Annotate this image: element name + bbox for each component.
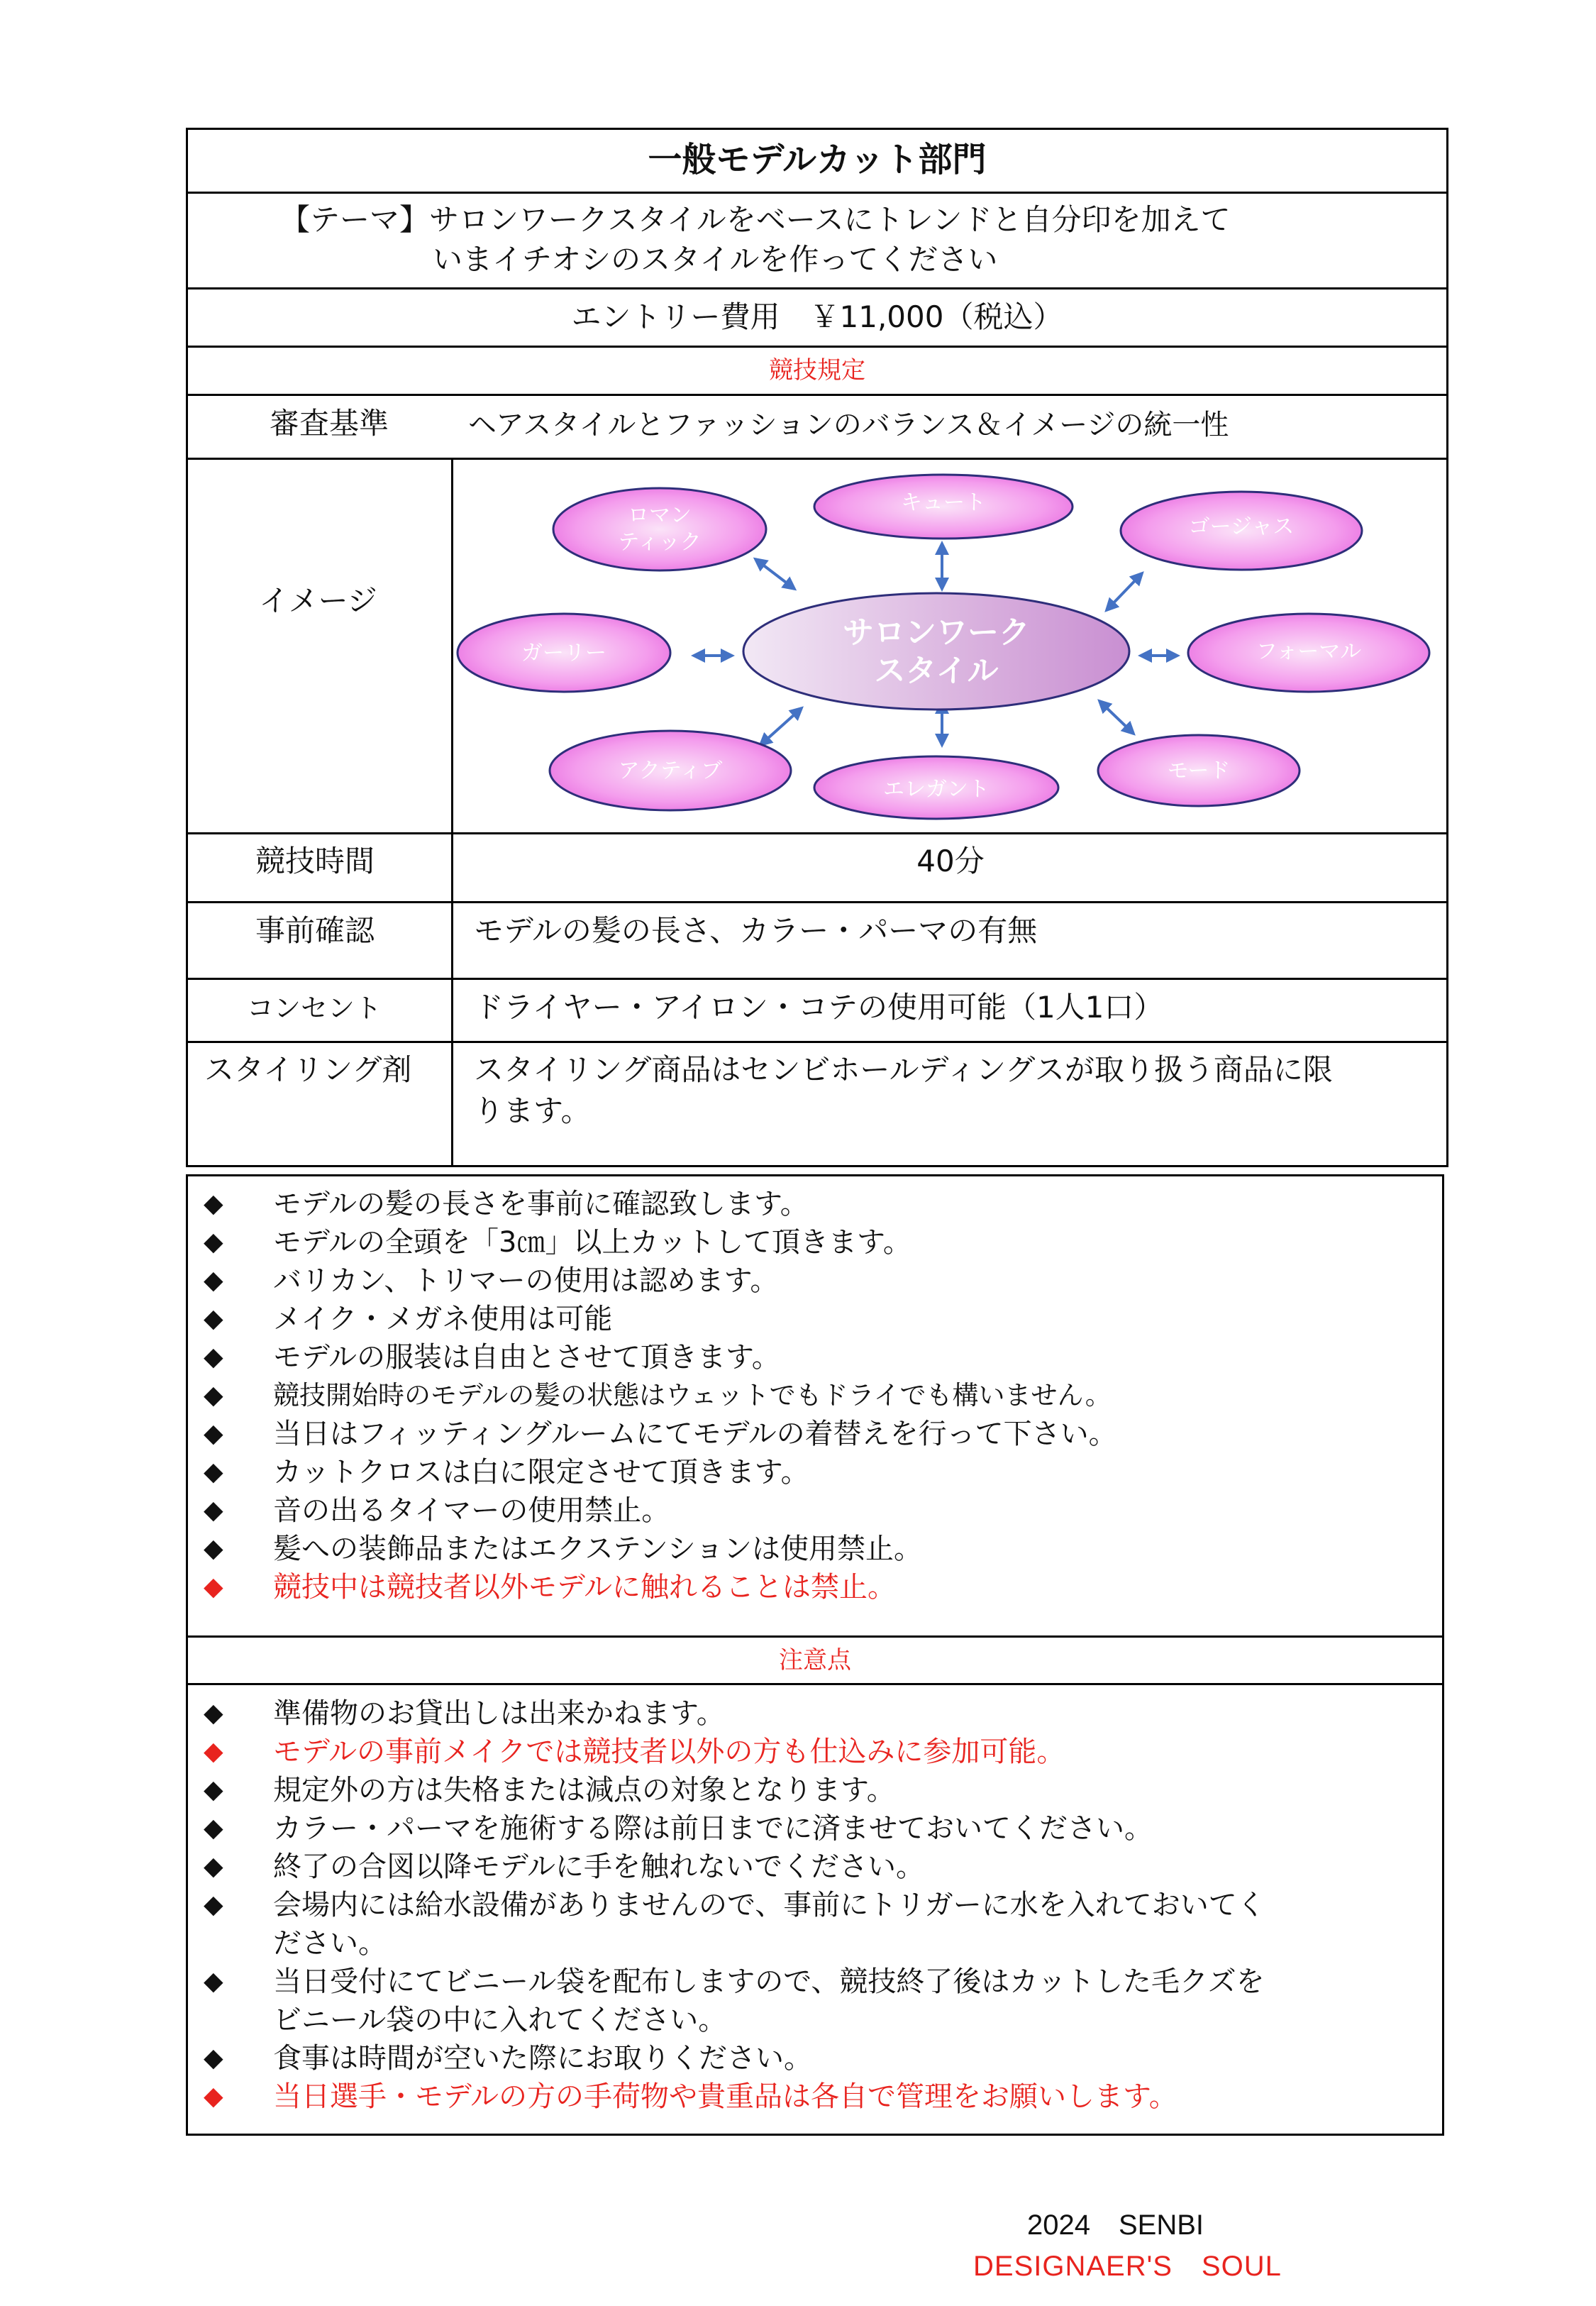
list-item: ◆ 髪への装飾品またはエクステンションは使用禁止。 bbox=[188, 1530, 1436, 1568]
list-item: ◆ モデルの髪の長さを事前に確認致します。 bbox=[188, 1185, 1436, 1223]
precheck-label: 事前確認 bbox=[255, 913, 375, 948]
girly-text: ガーリー bbox=[521, 641, 606, 666]
diamond-bullet-icon: ◆ bbox=[204, 1775, 223, 1804]
list-item: ◆ バリカン、トリマーの使用は認めます。 bbox=[188, 1262, 1436, 1300]
cute-text: キュート bbox=[901, 490, 986, 515]
mode-text: モード bbox=[1167, 758, 1231, 783]
list-item: ◆ カットクロスは白に限定させて頂きます。 bbox=[188, 1453, 1436, 1491]
list-item: ◆ カラー・パーマを施術する際は前日までに済ませておいてください。 bbox=[188, 1809, 1436, 1848]
list-item: ◆ 当日はフィッティングルームにてモデルの着替えを行って下さい。 bbox=[188, 1415, 1436, 1453]
diamond-bullet-icon: ◆ bbox=[204, 1304, 223, 1333]
list-item: ◆ 食事は時間が空いた際にお取りください。 bbox=[188, 2039, 1436, 2078]
arrow-active bbox=[760, 708, 802, 745]
arrow-gorgeous bbox=[1107, 573, 1142, 610]
diamond-bullet-icon: ◆ bbox=[204, 1457, 223, 1486]
center-text-1: サロンワーク bbox=[843, 614, 1030, 651]
diamond-bullet-icon: ◆ bbox=[204, 1189, 223, 1218]
image-diagram bbox=[454, 460, 1446, 830]
list-item: ◆ 当日受付にてビニール袋を配布しますので、競技終了後はカットした毛クズを bbox=[188, 1963, 1436, 2001]
list-item: ◆ 準備物のお貸出しは出来かねます。 bbox=[188, 1694, 1436, 1733]
rules-list bbox=[188, 1185, 1436, 1606]
gorgeous-text: ゴージャス bbox=[1188, 514, 1295, 539]
list-item: ◆ モデルの事前メイクでは競技者以外の方も仕込みに参加可能。 bbox=[188, 1733, 1436, 1771]
arrow-mode bbox=[1099, 701, 1134, 734]
elegant-text: エレガント bbox=[883, 777, 990, 802]
center-text-2: スタイル bbox=[874, 653, 999, 689]
styling-line-1: スタイリング商品はセンビホールディングスが取り扱う商品に限 bbox=[474, 1052, 1333, 1087]
outlet-label: コンセント bbox=[247, 993, 382, 1024]
diamond-bullet-icon: ◆ bbox=[204, 2043, 223, 2073]
outlet-value: ドライヤー・アイロン・コテの使用可能（1人1口） bbox=[474, 990, 1164, 1025]
arrow-romantic bbox=[755, 559, 794, 589]
footer-year: 2024 SENBI bbox=[1027, 2210, 1204, 2241]
diamond-bullet-icon: ◆ bbox=[204, 1737, 223, 1766]
list-item: ◆ 終了の合図以降モデルに手を触れないでください。 bbox=[188, 1848, 1436, 1886]
diamond-bullet-icon: ◆ bbox=[204, 1534, 223, 1563]
precheck-value: モデルの髪の長さ、カラー・パーマの有無 bbox=[474, 913, 1038, 948]
list-item: ◆ 競技開始時のモデルの髪の状態はウェットでもドライでも構いません。 bbox=[188, 1377, 1436, 1415]
diamond-bullet-icon: ◆ bbox=[204, 1419, 223, 1448]
diamond-bullet-icon: ◆ bbox=[204, 1266, 223, 1295]
diamond-bullet-icon: ◆ bbox=[204, 1967, 223, 1996]
list-item: ◆ 音の出るタイマーの使用禁止。 bbox=[188, 1491, 1436, 1530]
styling-line-2: ります。 bbox=[474, 1093, 591, 1128]
list-item: ◆ 会場内には給水設備がありませんので、事前にトリガーに水を入れておいてく bbox=[188, 1886, 1436, 1924]
active-text: アクティブ bbox=[618, 758, 723, 783]
romantic-text-2: ティック bbox=[618, 530, 702, 555]
theme-line-1: 【テーマ】サロンワークスタイルをベースにトレンドと自分印を加えて bbox=[280, 202, 1231, 237]
diamond-bullet-icon: ◆ bbox=[204, 1496, 223, 1525]
list-item-continuation: ビニール袋の中に入れてください。 bbox=[273, 2004, 727, 2036]
footer-brand: DESIGNAER'S SOUL bbox=[973, 2251, 1282, 2282]
list-item: ◆ 当日選手・モデルの方の手荷物や貴重品は各自で管理をお願いします。 bbox=[188, 2078, 1436, 2116]
list-item: ◆ 競技中は競技者以外モデルに触れることは禁止。 bbox=[188, 1568, 1436, 1606]
time-label: 競技時間 bbox=[255, 844, 375, 878]
page-title: 一般モデルカット部門 bbox=[648, 140, 987, 180]
time-value: 40分 bbox=[916, 844, 985, 878]
image-label: イメージ bbox=[259, 583, 377, 618]
bubble-center bbox=[743, 593, 1129, 710]
diamond-bullet-icon: ◆ bbox=[204, 1381, 223, 1410]
criteria-value: ヘアスタイルとファッションのバランス＆イメージの統一性 bbox=[468, 409, 1229, 441]
entry-fee: エントリー費用 ￥11,000（税込） bbox=[571, 299, 1063, 334]
romantic-text-1: ロマン bbox=[628, 503, 692, 528]
theme-line-2: いまイチオシのスタイルを作ってください bbox=[433, 242, 998, 277]
list-item-continuation: ださい。 bbox=[273, 1927, 387, 1960]
diamond-bullet-icon: ◆ bbox=[204, 1699, 223, 1728]
rules-header: 競技規定 bbox=[769, 356, 865, 385]
list-item: ◆ モデルの服装は自由とさせて頂きます。 bbox=[188, 1338, 1436, 1377]
bubble-romantic bbox=[553, 488, 766, 570]
diamond-bullet-icon: ◆ bbox=[204, 1852, 223, 1881]
list-item: ◆ 規定外の方は失格または減点の対象となります。 bbox=[188, 1771, 1436, 1809]
criteria-label: 審査基準 bbox=[270, 406, 389, 441]
diamond-bullet-icon: ◆ bbox=[204, 1572, 223, 1601]
notes-list bbox=[188, 1694, 1436, 2116]
list-item: ◆ メイク・メガネ使用は可能 bbox=[188, 1300, 1436, 1338]
diamond-bullet-icon: ◆ bbox=[204, 1342, 223, 1372]
list-item: ◆ モデルの全頭を「3㎝」以上カットして頂きます。 bbox=[188, 1223, 1436, 1262]
formal-text: フォーマル bbox=[1256, 639, 1362, 664]
styling-label: スタイリング剤 bbox=[204, 1052, 412, 1087]
diamond-bullet-icon: ◆ bbox=[204, 1228, 223, 1257]
diamond-bullet-icon: ◆ bbox=[204, 2082, 223, 2111]
notes-header: 注意点 bbox=[779, 1646, 851, 1675]
diamond-bullet-icon: ◆ bbox=[204, 1814, 223, 1843]
diamond-bullet-icon: ◆ bbox=[204, 1890, 223, 1919]
